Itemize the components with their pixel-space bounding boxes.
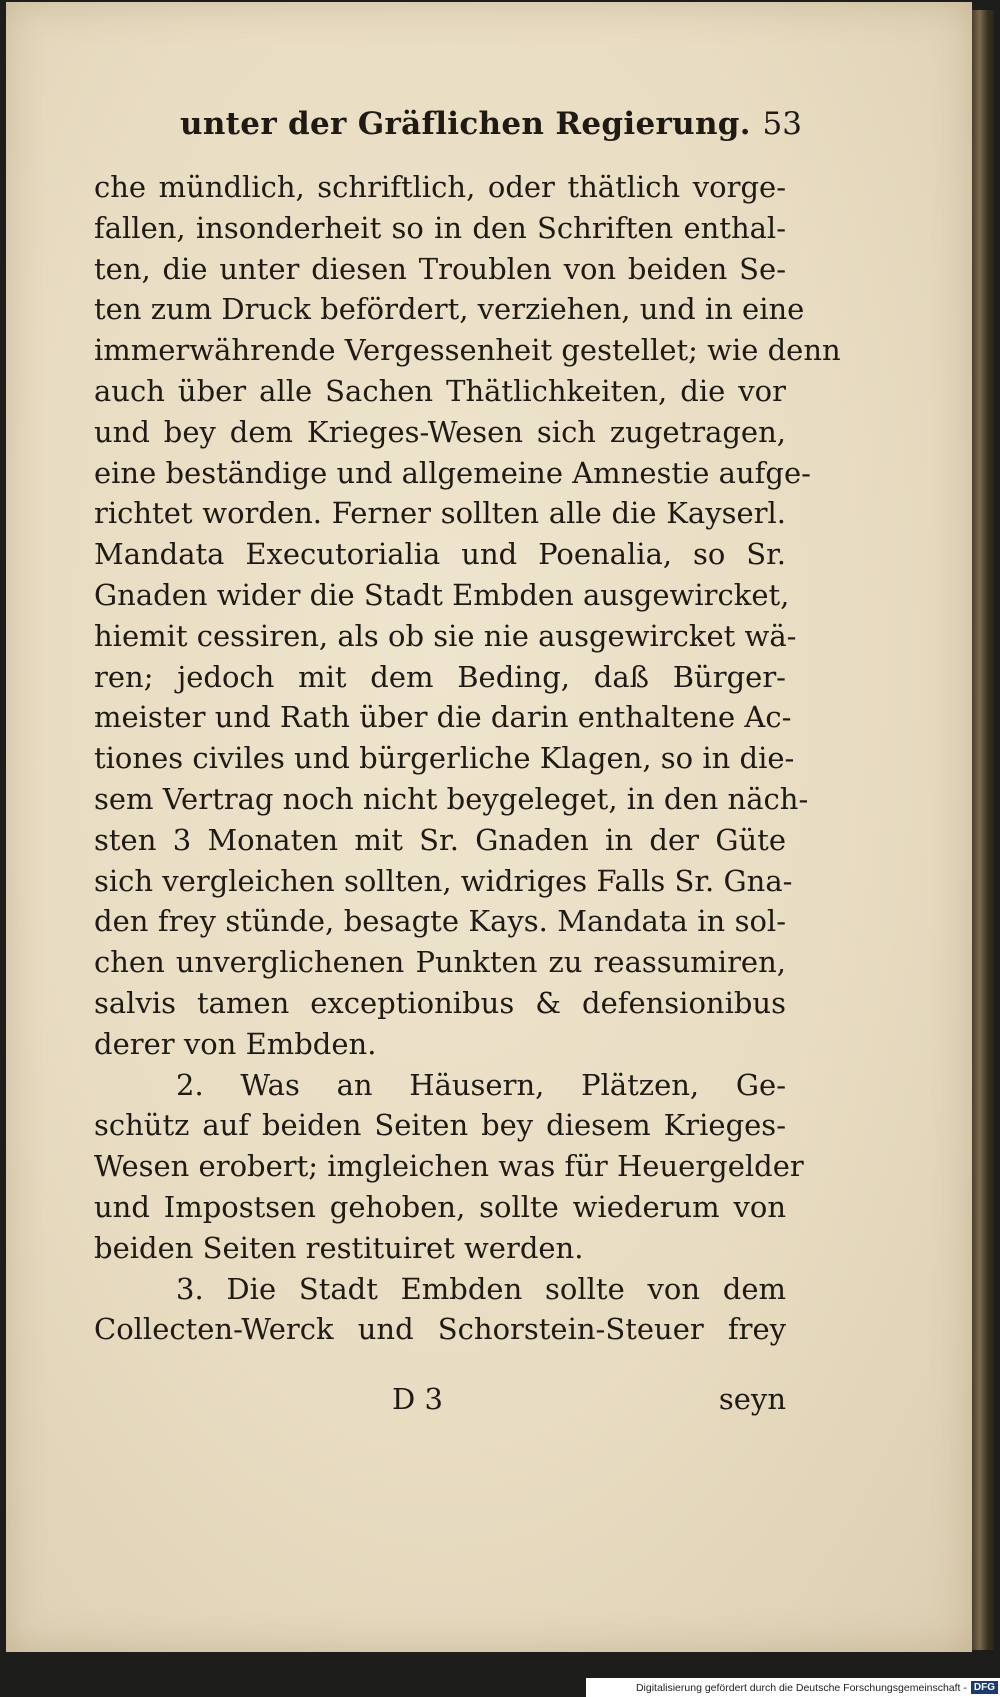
text-line: tiones civiles und bürgerliche Klagen, so in die- xyxy=(94,741,795,776)
scan-border xyxy=(0,1652,1000,1678)
text-line: sich vergleichen sollten, widriges Falls Sr. Gna- xyxy=(94,863,793,898)
text-line: Collecten-Werck und Schorstein-Steuer frey xyxy=(94,1312,786,1347)
text-line: Mandata Executorialia und Poenalia, so Sr. xyxy=(94,537,786,572)
text-line: beiden Seiten restituiret werden. xyxy=(94,1230,584,1265)
text-line: derer von Embden. xyxy=(94,1026,377,1061)
text-line: ren; jedoch mit dem Beding, daß Bürger- xyxy=(94,659,786,694)
text-line: immerwährende Vergessenheit gestellet; wie denn xyxy=(94,333,841,368)
text-line: 2. Was an Häusern, Plätzen, Ge- xyxy=(176,1067,786,1102)
text-line: chen unverglichenen Punkten zu reassumiren, xyxy=(94,945,786,980)
text-line: auch über alle Sachen Thätlichkeiten, die vor xyxy=(94,373,786,408)
text-line: fallen, insonderheit so in den Schriften enthal- xyxy=(94,210,786,245)
text-line: sem Vertrag noch nicht beygeleget, in den näch- xyxy=(94,781,809,816)
text-line: Wesen erobert; imgleichen was für Heuergelder xyxy=(94,1149,804,1184)
body-text xyxy=(94,167,841,1350)
credit-text: Digitalisierung gefördert durch die Deutsche Forschungsgemeinschaft - xyxy=(635,1681,967,1694)
text-line: 3. Die Stadt Embden sollte von dem xyxy=(176,1271,786,1306)
digitization-credit xyxy=(586,1678,1000,1697)
dfg-logo: DFG xyxy=(971,1681,998,1694)
text-line: ten, die unter diesen Troublen von beiden Se- xyxy=(94,251,786,286)
text-line: che mündlich, schriftlich, oder thätlich vorge- xyxy=(94,170,786,204)
text-line: schütz auf beiden Seiten bey diesem Krieges- xyxy=(94,1108,786,1143)
text-line: meister und Rath über die darin enthaltene Ac- xyxy=(94,700,792,735)
signature-mark: D 3 xyxy=(392,1382,443,1416)
catchword: seyn xyxy=(718,1382,786,1416)
text-line: und bey dem Krieges-Wesen sich zugetragen, xyxy=(94,414,786,449)
text-line: Gnaden wider die Stadt Embden ausgewircket, xyxy=(94,577,790,612)
page-footer xyxy=(392,1382,786,1422)
text-line: salvis tamen exceptionibus & defensionibus xyxy=(94,985,786,1020)
page-header xyxy=(180,92,802,142)
text-line: ten zum Druck befördert, verziehen, und in eine xyxy=(94,292,805,327)
text-line: richtet worden. Ferner sollten alle die Kayserl. xyxy=(94,496,786,531)
text-line: eine beständige und allgemeine Amnestie aufge- xyxy=(94,455,811,490)
page-number: 53 xyxy=(762,106,802,142)
text-line: und Impostsen gehoben, sollte wiederum von xyxy=(94,1189,786,1224)
text-line: hiemit cessiren, als ob sie nie ausgewircket wä- xyxy=(94,618,797,653)
page-edge xyxy=(972,10,994,1650)
running-head: unter der Gräflichen Regierung. xyxy=(180,106,751,142)
text-line: den frey stünde, besagte Kays. Mandata in sol- xyxy=(94,904,786,939)
text-line: sten 3 Monaten mit Sr. Gnaden in der Güte xyxy=(94,822,786,857)
